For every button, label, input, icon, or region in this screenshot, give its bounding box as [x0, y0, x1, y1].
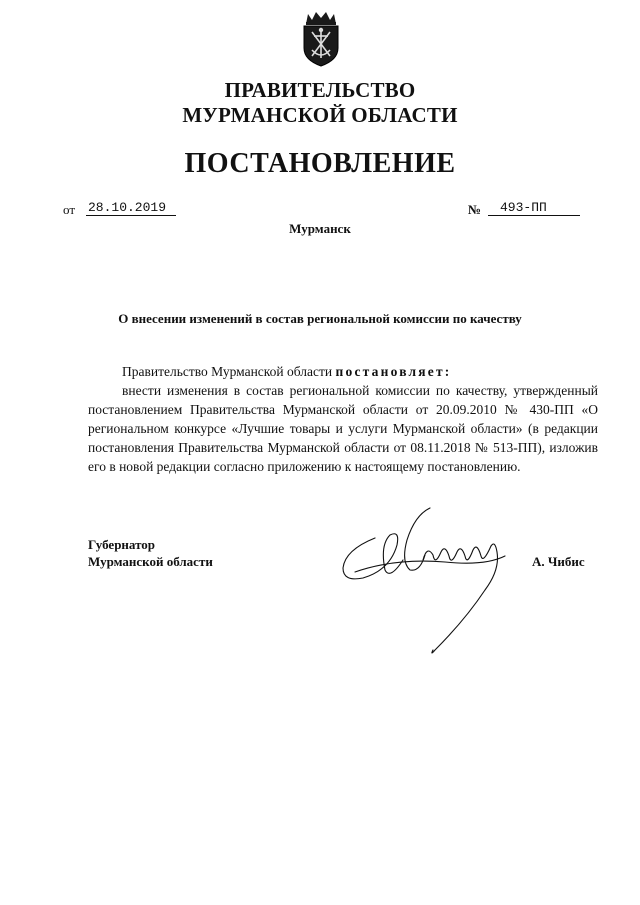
signer-position-line2: Мурманской области — [88, 554, 213, 569]
intro-text: Правительство Мурманской области — [122, 364, 333, 379]
handwritten-signature — [335, 500, 510, 665]
document-number: 493-ПП — [488, 200, 580, 216]
authority-name-line1: ПРАВИТЕЛЬСТВО — [224, 78, 416, 102]
signer-position-line1: Губернатор — [88, 537, 156, 552]
decree-word: постановляет: — [335, 364, 452, 379]
document-title: О внесении изменений в состав региональной комиссии по качеству — [118, 311, 522, 326]
body-paragraph: внести изменения в состав региональной комиссии по качеству, утвержденный постановлением Правительства Мурманской области от 20.09.2010 № 430-ПП «О региональном конкурсе «Лучшие товары и услуги Мурманской области» (в редакции постановления Правительства Мурманской области от 08.11.2018 № 513-ПП), изложив его в новой редакции согласно приложению к настоящему постановлению. — [88, 383, 598, 474]
city: Мурманск — [289, 221, 351, 236]
intro-paragraph — [88, 362, 598, 381]
date-prefix: от — [63, 202, 76, 217]
authority-name-line2: МУРМАНСКОЙ ОБЛАСТИ — [182, 103, 458, 127]
signer-name: А. Чибис — [532, 554, 585, 569]
coat-of-arms-icon — [298, 8, 344, 68]
number-prefix: № — [468, 202, 482, 217]
document-type: ПОСТАНОВЛЕНИЕ — [184, 148, 456, 179]
document-date: 28.10.2019 — [86, 200, 176, 216]
